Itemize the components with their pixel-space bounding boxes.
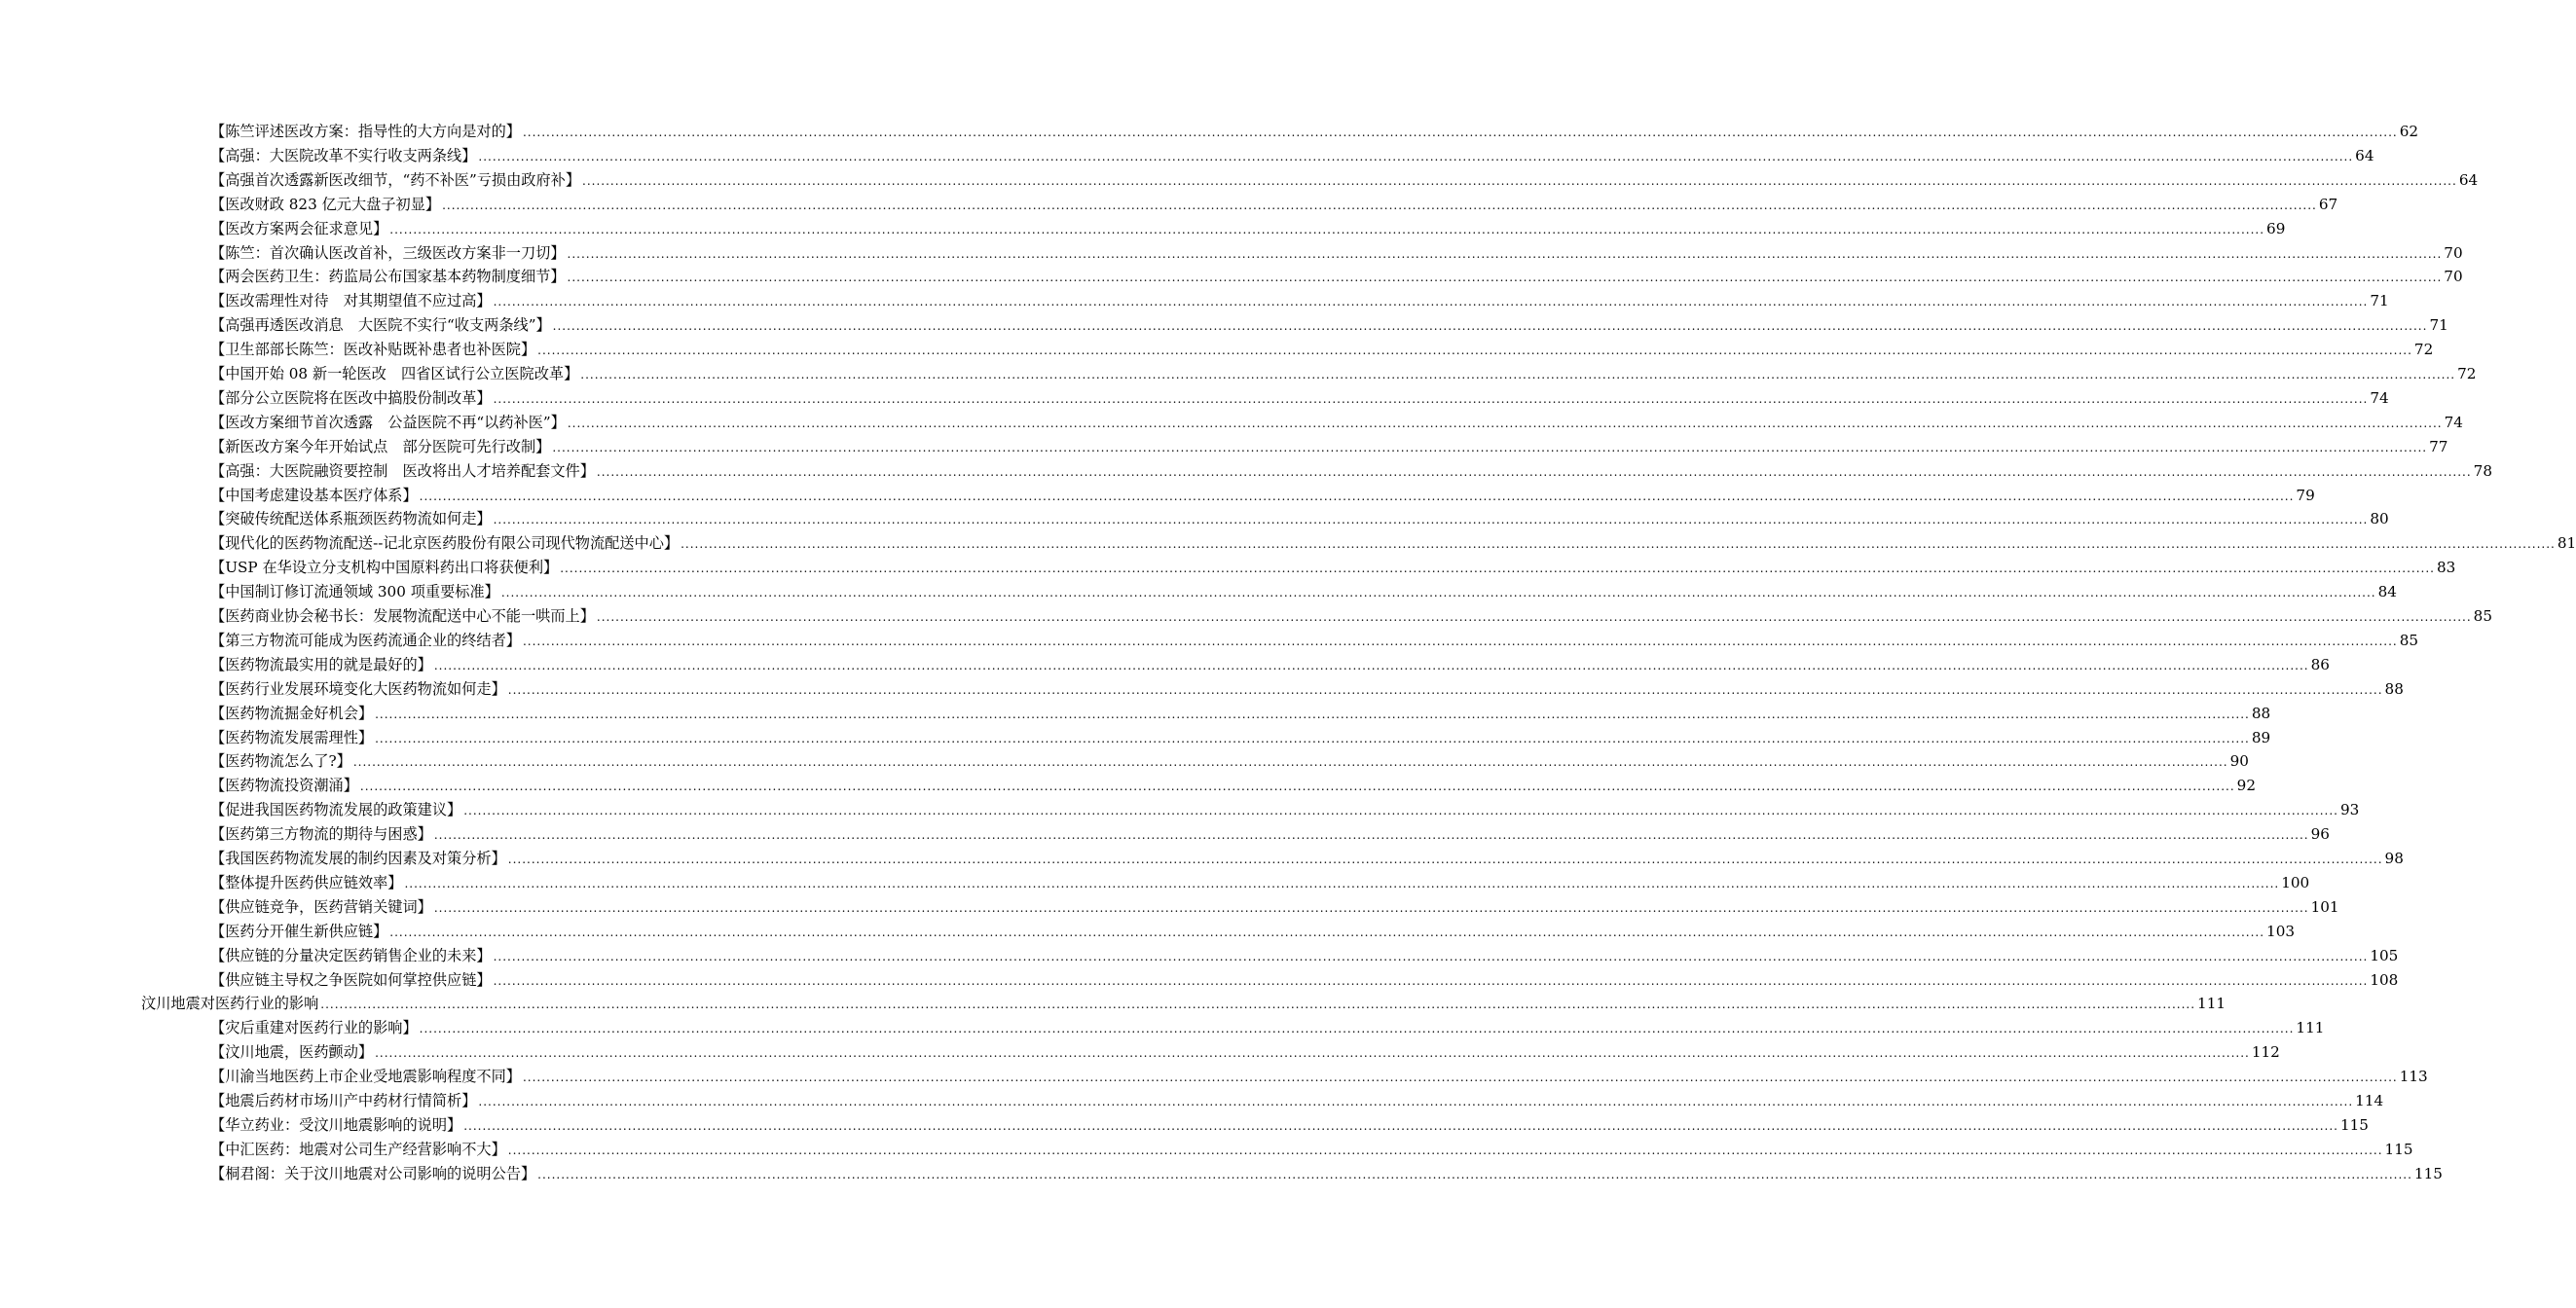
- toc-entry-page-number: 85: [2473, 607, 2492, 625]
- toc-entry-page-number: 103: [2266, 922, 2296, 940]
- toc-dot-leader: ................................................................................................................................................................................................................................................................................................................................................................................................................: [463, 804, 2338, 818]
- toc-entry-page-number: 115: [2339, 1115, 2369, 1134]
- toc-entry-page-number: 78: [2473, 461, 2492, 480]
- toc-entry[interactable]: [210, 507, 2389, 530]
- toc-entry-title: 【供应链主导权之争医院如何掌控供应链】: [210, 970, 492, 989]
- toc-entry-title: 【中汇医药：地震对公司生产经营影响不大】: [210, 1140, 506, 1158]
- toc-dot-leader: ................................................................................................................................................................................................................................................................................................................................................................................................................: [507, 853, 2383, 866]
- toc-dot-leader: ................................................................................................................................................................................................................................................................................................................................................................................................................: [582, 173, 2457, 188]
- toc-entry-title: 【第三方物流可能成为医药流通企业的终结者】: [210, 631, 521, 649]
- toc-entry[interactable]: [210, 484, 2315, 507]
- toc-entry[interactable]: [210, 774, 2256, 797]
- toc-entry-title: 【桐君阁：关于汶川地震对公司影响的说明公告】: [210, 1164, 536, 1182]
- toc-entry[interactable]: [210, 313, 2448, 337]
- toc-dot-leader: ................................................................................................................................................................................................................................................................................................................................................................................................................: [537, 344, 2412, 358]
- toc-dot-leader: ................................................................................................................................................................................................................................................................................................................................................................................................................: [567, 271, 2443, 285]
- toc-entry-title: 【促进我国医药物流发展的政策建议】: [210, 801, 462, 819]
- toc-dot-leader: ................................................................................................................................................................................................................................................................................................................................................................................................................: [375, 731, 2250, 745]
- toc-entry-title: 【USP 在华设立分支机构中国原料药出口将获便利】: [210, 559, 559, 577]
- toc-entry[interactable]: [210, 1040, 2280, 1064]
- toc-entry-page-number: 64: [2355, 146, 2374, 164]
- toc-dot-leader: ................................................................................................................................................................................................................................................................................................................................................................................................................: [320, 998, 2196, 1012]
- toc-entry[interactable]: [210, 168, 2479, 192]
- toc-entry[interactable]: [210, 386, 2389, 410]
- toc-dot-leader: ................................................................................................................................................................................................................................................................................................................................................................................................................: [596, 610, 2472, 624]
- toc-entry-page-number: 93: [2339, 801, 2360, 819]
- toc-entry-title: 【部分公立医院将在医改中搞股份制改革】: [210, 388, 492, 407]
- toc-entry-title: 【医改方案两会征求意见】: [210, 219, 388, 237]
- toc-entry[interactable]: [210, 265, 2463, 288]
- toc-entry-title: 【川渝当地医药上市企业受地震影响程度不同】: [210, 1068, 521, 1086]
- toc-entry-title: 【整体提升医药供应链效率】: [210, 873, 403, 891]
- toc-entry[interactable]: [210, 822, 2330, 846]
- toc-dot-leader: ................................................................................................................................................................................................................................................................................................................................................................................................................: [567, 416, 2443, 430]
- toc-entry-page-number: 101: [2310, 897, 2339, 916]
- toc-dot-leader: ................................................................................................................................................................................................................................................................................................................................................................................................................: [442, 198, 2317, 212]
- toc-entry-title: 【高强：大医院融资要控制 医改将出人才培养配套文件】: [210, 461, 595, 480]
- toc-entry-page-number: 77: [2429, 437, 2448, 455]
- toc-entry-title: 【中国开始 08 新一轮医改 四省区试行公立医院改革】: [210, 365, 579, 382]
- toc-dot-leader: ................................................................................................................................................................................................................................................................................................................................................................................................................: [375, 1046, 2250, 1061]
- toc-dot-leader: ................................................................................................................................................................................................................................................................................................................................................................................................................: [500, 586, 2376, 600]
- toc-dot-leader: ................................................................................................................................................................................................................................................................................................................................................................................................................: [478, 1095, 2354, 1108]
- toc-dot-leader: ................................................................................................................................................................................................................................................................................................................................................................................................................: [493, 949, 2369, 963]
- toc-entry[interactable]: [210, 1113, 2369, 1137]
- toc-dot-leader: ................................................................................................................................................................................................................................................................................................................................................................................................................: [580, 368, 2456, 382]
- toc-dot-leader: ................................................................................................................................................................................................................................................................................................................................................................................................................: [560, 562, 2435, 576]
- toc-dot-leader: ................................................................................................................................................................................................................................................................................................................................................................................................................: [493, 391, 2369, 406]
- toc-entry-title: 汶川地震对医药行业的影响: [141, 995, 319, 1013]
- toc-entry-title: 【华立药业：受汶川地震影响的说明】: [210, 1115, 462, 1134]
- toc-entry-title: 【医药物流掘金好机会】: [210, 704, 374, 722]
- toc-entry-title: 【高强首次透露新医改细节，“药不补医”亏损由政府补】: [210, 170, 581, 189]
- toc-entry-page-number: 72: [2457, 365, 2477, 382]
- toc-entry[interactable]: [210, 411, 2463, 434]
- toc-dot-leader: ................................................................................................................................................................................................................................................................................................................................................................................................................: [522, 634, 2398, 648]
- toc-dot-leader: ................................................................................................................................................................................................................................................................................................................................................................................................................: [552, 319, 2428, 334]
- toc-entry-page-number: 70: [2444, 243, 2463, 262]
- toc-entry-title: 【医药物流怎么了?】: [210, 752, 351, 771]
- toc-entry-title: 【地震后药材市场川产中药材行情简析】: [210, 1092, 477, 1109]
- toc-entry-page-number: 84: [2377, 583, 2397, 601]
- toc-entry-title: 【高强：大医院改革不实行收支两条线】: [210, 146, 477, 164]
- toc-entry-page-number: 115: [2384, 1140, 2413, 1158]
- toc-entry-title: 【汶川地震，医药颤动】: [210, 1043, 374, 1062]
- toc-dot-leader: ................................................................................................................................................................................................................................................................................................................................................................................................................: [359, 780, 2235, 794]
- toc-entry[interactable]: [210, 798, 2360, 821]
- toc-entry-page-number: 113: [2399, 1068, 2428, 1086]
- toc-entry-page-number: 88: [2251, 704, 2271, 722]
- toc-dot-leader: ................................................................................................................................................................................................................................................................................................................................................................................................................: [419, 1022, 2295, 1036]
- toc-entry[interactable]: [210, 120, 2419, 143]
- toc-dot-leader: ................................................................................................................................................................................................................................................................................................................................................................................................................: [419, 489, 2295, 503]
- toc-entry-title: 【供应链竞争，医药营销关键词】: [210, 897, 432, 916]
- toc-dot-leader: ................................................................................................................................................................................................................................................................................................................................................................................................................: [389, 925, 2265, 939]
- toc-entry-title: 【陈竺：首次确认医改首补，三级医改方案非一刀切】: [210, 243, 566, 262]
- toc-entry-title: 【医药第三方物流的期待与困惑】: [210, 825, 432, 844]
- toc-entry-title: 【突破传统配送体系瓶颈医药物流如何走】: [210, 510, 492, 528]
- toc-entry-page-number: 69: [2266, 219, 2286, 237]
- toc-entry-page-number: 85: [2399, 631, 2419, 649]
- toc-entry[interactable]: [210, 144, 2374, 167]
- toc-dot-leader: ................................................................................................................................................................................................................................................................................................................................................................................................................: [522, 126, 2398, 139]
- toc-entry-title: 【医药行业发展环境变化大医药物流如何走】: [210, 679, 506, 698]
- toc-dot-leader: ................................................................................................................................................................................................................................................................................................................................................................................................................: [375, 707, 2250, 721]
- toc-dot-leader: ................................................................................................................................................................................................................................................................................................................................................................................................................: [493, 513, 2369, 527]
- toc-dot-leader: ................................................................................................................................................................................................................................................................................................................................................................................................................: [567, 246, 2443, 261]
- toc-entry-title: 【医药分开催生新供应链】: [210, 922, 388, 940]
- toc-entry[interactable]: [210, 1138, 2413, 1161]
- toc-entry-page-number: 114: [2355, 1092, 2384, 1109]
- toc-entry[interactable]: [210, 677, 2404, 701]
- toc-entry[interactable]: [210, 338, 2434, 361]
- toc-dot-leader: ................................................................................................................................................................................................................................................................................................................................................................................................................: [433, 900, 2309, 915]
- toc-entry-title: 【医改方案细节首次透露 公益医院不再“以药补医”】: [210, 413, 566, 431]
- toc-entry-title: 【卫生部部长陈竺：医改补贴既补患者也补医院】: [210, 341, 536, 359]
- toc-entry[interactable]: [210, 920, 2296, 943]
- toc-entry-title: 【高强再透医改消息 大医院不实行“收支两条线”】: [210, 316, 551, 335]
- toc-entry[interactable]: [210, 1162, 2443, 1185]
- toc-dot-leader: ................................................................................................................................................................................................................................................................................................................................................................................................................: [478, 149, 2354, 164]
- toc-entry[interactable]: [210, 435, 2448, 458]
- toc-entry[interactable]: [210, 629, 2419, 652]
- toc-entry-title: 【医药物流最实用的就是最好的】: [210, 655, 432, 673]
- toc-entry-page-number: 62: [2399, 123, 2419, 140]
- toc-entry-page-number: 115: [2413, 1164, 2443, 1182]
- toc-dot-leader: ................................................................................................................................................................................................................................................................................................................................................................................................................: [433, 828, 2309, 843]
- toc-dot-leader: ................................................................................................................................................................................................................................................................................................................................................................................................................: [493, 973, 2369, 988]
- toc-entry-page-number: 108: [2370, 970, 2399, 989]
- toc-dot-leader: ................................................................................................................................................................................................................................................................................................................................................................................................................: [352, 755, 2228, 770]
- toc-entry[interactable]: [210, 726, 2271, 749]
- toc-entry-page-number: 71: [2429, 316, 2448, 335]
- toc-dot-leader: ................................................................................................................................................................................................................................................................................................................................................................................................................: [596, 464, 2472, 479]
- toc-entry-title: 【医药物流投资潮涌】: [210, 777, 358, 795]
- toc-entry[interactable]: [210, 895, 2339, 919]
- toc-entry-page-number: 111: [2197, 995, 2226, 1013]
- toc-dot-leader: ................................................................................................................................................................................................................................................................................................................................................................................................................: [493, 295, 2369, 309]
- toc-dot-leader: ................................................................................................................................................................................................................................................................................................................................................................................................................: [463, 1118, 2338, 1133]
- toc-entry-page-number: 86: [2310, 655, 2330, 673]
- toc-entry-page-number: 105: [2370, 946, 2399, 964]
- toc-entry[interactable]: [210, 1016, 2325, 1039]
- toc-dot-leader: ................................................................................................................................................................................................................................................................................................................................................................................................................: [522, 1071, 2398, 1085]
- toc-entry-page-number: 70: [2444, 268, 2463, 286]
- toc-entry-title: 【医药商业协会秘书长：发展物流配送中心不能一哄而上】: [210, 607, 595, 625]
- toc-entry[interactable]: [210, 459, 2492, 483]
- toc-dot-leader: ................................................................................................................................................................................................................................................................................................................................................................................................................: [681, 537, 2556, 552]
- toc-entry[interactable]: [210, 944, 2399, 967]
- toc-entry-title: 【医改财政 823 亿元大盘子初显】: [210, 195, 441, 213]
- toc-entry-page-number: 83: [2436, 559, 2456, 577]
- toc-entry-title: 【我国医药物流发展的制约因素及对策分析】: [210, 850, 506, 867]
- toc-entry-title: 【陈竺评述医改方案：指导性的大方向是对的】: [210, 123, 521, 140]
- toc-entry[interactable]: [210, 871, 2310, 894]
- toc-entry-title: 【医药物流发展需理性】: [210, 728, 374, 746]
- toc-entry[interactable]: [210, 749, 2249, 773]
- toc-entry-page-number: 92: [2236, 777, 2256, 795]
- toc-entry[interactable]: [141, 992, 2226, 1015]
- toc-entry[interactable]: [210, 1065, 2428, 1088]
- toc-entry[interactable]: [210, 217, 2286, 240]
- toc-entry-page-number: 67: [2318, 195, 2338, 213]
- toc-entry[interactable]: [210, 580, 2397, 603]
- toc-entry-title: 【现代化的医药物流配送--记北京医药股份有限公司现代物流配送中心】: [210, 534, 680, 553]
- toc-entry-page-number: 111: [2296, 1019, 2325, 1037]
- toc-entry-page-number: 112: [2251, 1043, 2280, 1062]
- toc-entry[interactable]: [210, 241, 2463, 265]
- toc-entry-title: 【灾后重建对医药行业的影响】: [210, 1019, 418, 1037]
- toc-entry-title: 【两会医药卫生：药监局公布国家基本药物制度细节】: [210, 268, 566, 286]
- toc-entry-page-number: 74: [2444, 413, 2463, 431]
- toc-entry[interactable]: [210, 193, 2338, 216]
- toc-entry-title: 【医改需理性对待 对其期望值不应过高】: [210, 292, 492, 310]
- toc-dot-leader: ................................................................................................................................................................................................................................................................................................................................................................................................................: [552, 440, 2428, 454]
- toc-dot-leader: ................................................................................................................................................................................................................................................................................................................................................................................................................: [433, 658, 2309, 672]
- toc-entry-page-number: 89: [2251, 728, 2271, 746]
- toc-entry-title: 【新医改方案今年开始试点 部分医院可先行改制】: [210, 437, 551, 455]
- toc-entry[interactable]: [210, 531, 2576, 555]
- toc-entry[interactable]: [210, 968, 2399, 992]
- toc-entry-page-number: 80: [2370, 510, 2389, 528]
- toc-dot-leader: ................................................................................................................................................................................................................................................................................................................................................................................................................: [507, 1143, 2383, 1157]
- toc-entry-title: 【中国制订修订流通领域 300 项重要标准】: [210, 583, 499, 601]
- toc-entry[interactable]: [210, 653, 2330, 676]
- toc-entry-page-number: 81: [2557, 534, 2576, 553]
- toc-entry[interactable]: [210, 1089, 2384, 1112]
- toc-dot-leader: ................................................................................................................................................................................................................................................................................................................................................................................................................: [389, 222, 2265, 236]
- toc-entry[interactable]: [210, 556, 2456, 579]
- toc-entry-page-number: 100: [2281, 873, 2310, 891]
- toc-dot-leader: ................................................................................................................................................................................................................................................................................................................................................................................................................: [537, 1167, 2412, 1181]
- toc-entry[interactable]: [210, 702, 2271, 725]
- toc-entry[interactable]: [210, 362, 2477, 385]
- toc-dot-leader: ................................................................................................................................................................................................................................................................................................................................................................................................................: [404, 876, 2280, 890]
- toc-entry-page-number: 98: [2384, 850, 2404, 867]
- toc-entry[interactable]: [210, 847, 2404, 870]
- toc-entry-page-number: 90: [2229, 752, 2249, 771]
- toc-dot-leader: ................................................................................................................................................................................................................................................................................................................................................................................................................: [507, 682, 2383, 697]
- toc-entry-page-number: 72: [2413, 341, 2434, 359]
- toc-entry-page-number: 96: [2310, 825, 2330, 844]
- toc-entry-title: 【供应链的分量决定医药销售企业的未来】: [210, 946, 492, 964]
- toc-entry-page-number: 74: [2370, 388, 2389, 407]
- toc-entry-page-number: 79: [2296, 486, 2315, 504]
- toc-entry-page-number: 71: [2370, 292, 2389, 310]
- toc-entry-title: 【中国考虑建设基本医疗体系】: [210, 486, 418, 504]
- toc-entry[interactable]: [210, 289, 2389, 312]
- toc-entry-page-number: 64: [2458, 170, 2479, 189]
- toc-entry[interactable]: [210, 604, 2492, 628]
- toc-entry-page-number: 88: [2384, 679, 2404, 698]
